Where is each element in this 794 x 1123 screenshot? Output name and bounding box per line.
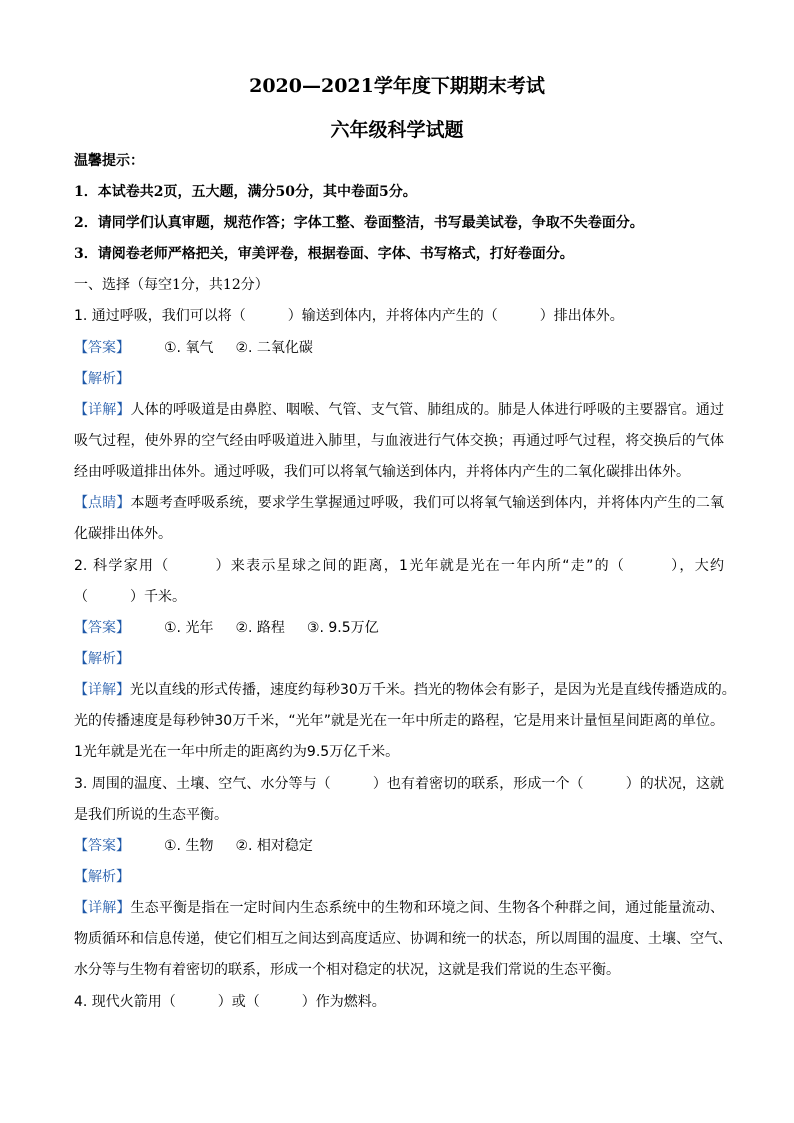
q1-comment-line-2: 化碳排出体外。: [74, 526, 172, 542]
q2-detail-line-3: 1光年就是光在一年中所走的距离约为9.5万亿千米。: [74, 744, 400, 760]
q1-analysis-label: 【解析】: [74, 371, 130, 387]
q2-detail-line-2: 光的传播速度是每秒钟30万千米，“光年”就是光在一年中所走的路程，它是用来计量恒星间距离的单位。: [74, 713, 724, 729]
exam-title: 2020—2021学年度下期期末考试: [249, 75, 545, 97]
q3-detail-text-1: 生态平衡是指在一定时间内生态系统中的生物和环境之间、生物各个种群之间，通过能量流动、: [130, 900, 725, 916]
q3-analysis-label: 【解析】: [74, 869, 130, 885]
tip-item-2: 2．请同学们认真审题，规范作答；字体工整、卷面整洁，书写最美试卷，争取不失卷面分。: [74, 215, 644, 231]
q1-detail-line-1: [74, 400, 724, 420]
q1-detail-line-2: 吸气过程，使外界的空气经由呼吸道进入肺里，与血液进行气体交换；再通过呼气过程，将交换后的气体: [74, 433, 724, 449]
comment-label: 【点睛】: [74, 495, 131, 511]
detail-label: 【详解】: [74, 900, 131, 916]
exam-subtitle: 六年级科学试题: [330, 119, 464, 141]
detail-label: 【详解】: [74, 402, 131, 418]
q2-option-2: ②. 路程: [235, 620, 285, 636]
q1-detail-text-1: 人体的呼吸道是由鼻腔、咽喉、气管、支气管、肺组成的。肺是人体进行呼吸的主要器官。通过: [130, 402, 725, 418]
q3-detail-line-1: [74, 898, 724, 918]
q2-answer-row: [74, 618, 724, 638]
q3-option-2: ②. 相对稳定: [235, 838, 313, 854]
detail-label: 【详解】: [74, 682, 130, 698]
question-3-line-2: 是我们所说的生态平衡。: [74, 807, 228, 823]
tip-item-3: 3．请阅卷老师严格把关，审美评卷，根据卷面、字体、书写格式，打好卷面分。: [74, 246, 574, 262]
tip-item-1: 1．本试卷共2页，五大题，满分50分，其中卷面5分。: [74, 184, 417, 200]
q3-answer-row: [74, 836, 724, 856]
answer-label: 【答案】: [74, 838, 130, 854]
answer-label: 【答案】: [74, 620, 130, 636]
q1-answer-row: [74, 338, 724, 358]
question-2-line-2: （ ）千米。: [74, 589, 186, 605]
q2-analysis-label: 【解析】: [74, 651, 130, 667]
tips-heading: 温馨提示：: [74, 153, 144, 169]
q1-detail-line-3: 经由呼吸道排出体外。通过呼吸，我们可以将氧气输送到体内，并将体内产生的二氧化碳排出体外。: [74, 464, 690, 480]
q3-detail-line-3: 水分等与生物有着密切的联系，形成一个相对稳定的状况，这就是我们常说的生态平衡。: [74, 962, 620, 978]
q1-comment-line-1: [74, 493, 724, 513]
question-1: 1. 通过呼吸，我们可以将（ ）输送到体内，并将体内产生的（ ）排出体外。: [74, 308, 624, 324]
section-heading: 一、选择（每空1分，共12分）: [74, 277, 269, 293]
q2-detail-text-1: 光以直线的形式传播，速度约每秒30万千米。挡光的物体会有影子，是因为光是直线传播造成的。: [130, 682, 736, 698]
q3-option-1: ①. 生物: [164, 838, 214, 854]
q2-option-1: ①. 光年: [164, 620, 214, 636]
question-4: 4. 现代火箭用（ ）或（ ）作为燃料。: [74, 994, 386, 1010]
question-3-line-1: 3. 周围的温度、土壤、空气、水分等与（ ）也有着密切的联系，形成一个（ ）的状况，这就: [74, 776, 724, 792]
question-2-line-1: 2. 科学家用（ ）来表示星球之间的距离，1光年就是光在一年内所“走”的（ ），大约: [74, 558, 724, 574]
q1-option-1: ①. 氧气: [164, 340, 214, 356]
q1-comment-text-1: 本题考查呼吸系统，要求学生掌握通过呼吸，我们可以将氧气输送到体内，并将体内产生的二氧: [130, 495, 725, 511]
q3-detail-line-2: 物质循环和信息传递，使它们相互之间达到高度适应、协调和统一的状态，所以周围的温度、土壤、空气、: [74, 931, 732, 947]
q2-option-3: ③. 9.5万亿: [306, 620, 379, 636]
answer-label: 【答案】: [74, 340, 130, 356]
q1-option-2: ②. 二氧化碳: [235, 340, 313, 356]
q2-detail-line-1: [74, 680, 736, 700]
